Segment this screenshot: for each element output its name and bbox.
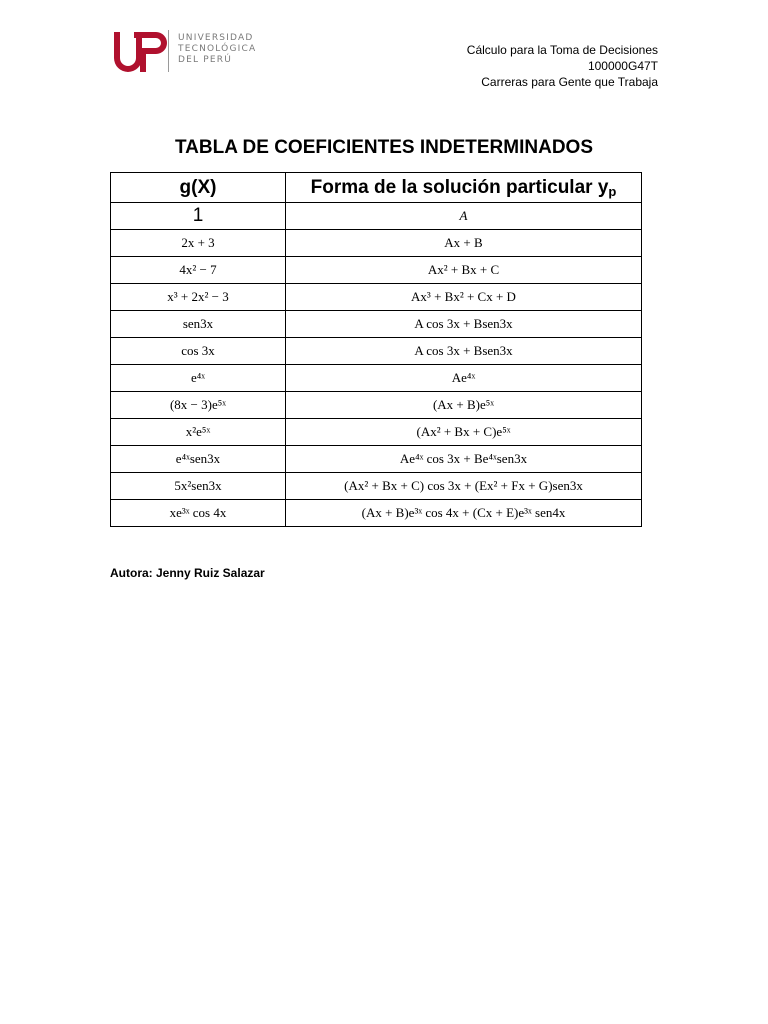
column-header-subscript: p — [608, 183, 617, 199]
solution-cell: Ae⁴ˣ cos 3x + Be⁴ˣsen3x — [286, 446, 642, 473]
logo-line-2: TECNOLÓGICA — [178, 44, 257, 54]
table-row — [111, 203, 642, 230]
solution-cell: A cos 3x + Bsen3x — [286, 311, 642, 338]
table-row — [111, 230, 642, 257]
course-code: 100000G47T — [587, 59, 658, 73]
table-row — [111, 446, 642, 473]
g-cell: x²e⁵ˣ — [111, 419, 286, 446]
table-row — [111, 311, 642, 338]
column-header-solution — [286, 173, 642, 203]
logo-line-1: UNIVERSIDAD — [178, 33, 254, 43]
solution-cell: (Ax² + Bx + C)e⁵ˣ — [286, 419, 642, 446]
g-cell: 4x² − 7 — [111, 257, 286, 284]
table-row — [111, 473, 642, 500]
table-row — [111, 500, 642, 527]
page-title: TABLA DE COEFICIENTES INDETERMINADOS — [174, 137, 593, 158]
table-header-row — [111, 173, 642, 203]
table-row — [111, 338, 642, 365]
table-row — [111, 365, 642, 392]
solution-cell: A cos 3x + Bsen3x — [286, 338, 642, 365]
column-header-solution-text: Forma de la solución particular y — [310, 176, 609, 198]
document-header — [467, 42, 658, 90]
g-cell: x³ + 2x² − 3 — [111, 284, 286, 311]
g-cell: e⁴ˣsen3x — [111, 446, 286, 473]
author-credit: Autora: Jenny Ruiz Salazar — [110, 566, 265, 580]
logo-wordmark — [178, 33, 256, 66]
g-cell: (8x − 3)e⁵ˣ — [111, 392, 286, 419]
table-row — [111, 257, 642, 284]
solution-cell: A — [286, 203, 642, 230]
table-row — [111, 284, 642, 311]
column-header-g: g(X) — [111, 173, 286, 203]
coefficients-table — [110, 172, 642, 527]
g-cell: 5x²sen3x — [111, 473, 286, 500]
solution-cell: Ax + B — [286, 230, 642, 257]
g-cell: sen3x — [111, 311, 286, 338]
g-cell: e⁴ˣ — [111, 365, 286, 392]
solution-cell: (Ax + B)e⁵ˣ — [286, 392, 642, 419]
utp-logo-mark — [114, 30, 169, 72]
program-name: Carreras para Gente que Trabaja — [481, 75, 658, 89]
g-cell: cos 3x — [111, 338, 286, 365]
g-cell: 2x + 3 — [111, 230, 286, 257]
table-row — [111, 419, 642, 446]
solution-cell: Ax² + Bx + C — [286, 257, 642, 284]
solution-cell: (Ax + B)e³ˣ cos 4x + (Cx + E)e³ˣ sen4x — [286, 500, 642, 527]
logo-line-3: DEL PERÚ — [178, 55, 233, 65]
g-cell: 1 — [111, 203, 286, 230]
table-row — [111, 392, 642, 419]
solution-cell: (Ax² + Bx + C) cos 3x + (Ex² + Fx + G)sen3x — [286, 473, 642, 500]
course-name: Cálculo para la Toma de Decisiones — [466, 43, 658, 57]
g-cell: xe³ˣ cos 4x — [111, 500, 286, 527]
solution-cell: Ae⁴ˣ — [286, 365, 642, 392]
solution-cell: Ax³ + Bx² + Cx + D — [286, 284, 642, 311]
